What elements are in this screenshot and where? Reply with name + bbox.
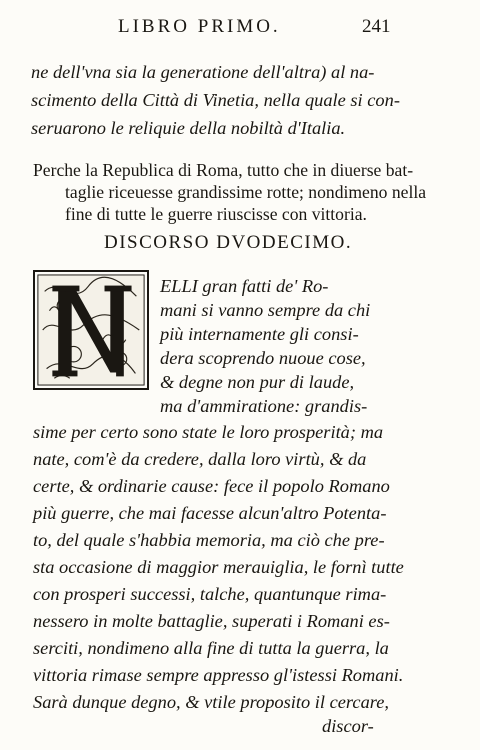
text-line: ELLI gran fatti de' Ro- xyxy=(160,276,329,296)
text-line: vittoria rimase sempre appresso gl'istessi Romani. xyxy=(33,665,404,685)
running-head xyxy=(0,16,480,46)
chapter-heading: DISCORSO DVODECIMO. xyxy=(104,232,353,253)
text-line: scimento della Città di Vinetia, nella quale si con- xyxy=(31,90,400,110)
text-line: dera scoprendo nuoue cose, xyxy=(160,348,366,368)
text-line: nate, com'è da credere, dalla loro virtù, & da xyxy=(33,449,367,469)
ornamental-initial-N-icon xyxy=(33,270,149,390)
text-line: più internamente gli consi- xyxy=(160,324,359,344)
running-head-title: LIBRO PRIMO. xyxy=(118,16,281,37)
text-line: sta occasione di maggior merauiglia, le fornì tutte xyxy=(33,557,404,577)
text-line: con prosperi successi, talche, quantunque rima- xyxy=(33,584,387,604)
text-line: sime per certo sono state le loro prosperità; ma xyxy=(33,422,384,442)
text-line: Sarà dunque degno, & vtile proposito il cercare, xyxy=(33,692,390,712)
text-line: seruarono le reliquie della nobiltà d'Italia. xyxy=(31,118,346,138)
text-line: fine di tutte le guerre riuscisse con vittoria. xyxy=(65,204,367,224)
catchword: discor- xyxy=(322,716,374,736)
text-line: Perche la Republica di Roma, tutto che in diuerse bat- xyxy=(33,160,414,180)
text-line: certe, & ordinarie cause: fece il popolo Romano xyxy=(33,476,390,496)
text-line: & degne non pur di laude, xyxy=(160,372,355,392)
text-line: nessero in molte battaglie, superati i Romani es- xyxy=(33,611,390,631)
text-line: taglie riceuesse grandissime rotte; nondimeno nella xyxy=(65,182,427,202)
text-line: ne dell'vna sia la generatione dell'altra) al na- xyxy=(31,62,375,82)
text-line: più guerre, che mai facesse alcun'altro Potenta- xyxy=(33,503,387,523)
text-line: mani si vanno sempre da chi xyxy=(160,300,371,320)
page-number: 241 xyxy=(362,16,391,37)
text-line: ma d'ammiratione: grandis- xyxy=(160,396,368,416)
text-line: to, del quale s'habbia memoria, ma ciò che pre- xyxy=(33,530,385,550)
text-line: serciti, nondimeno alla fine di tutta la guerra, la xyxy=(33,638,389,658)
